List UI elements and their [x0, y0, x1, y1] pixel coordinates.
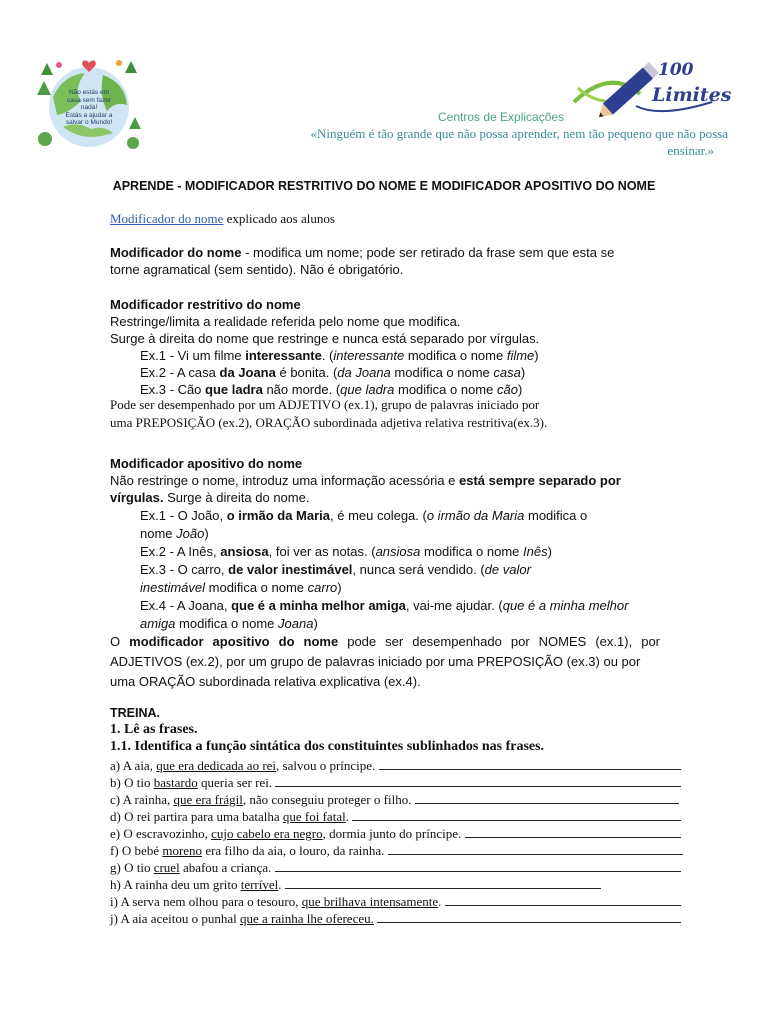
logo-text-line: Não estás em — [68, 89, 110, 96]
exercise-item — [110, 876, 690, 893]
answer-blank[interactable] — [352, 809, 681, 821]
ex-italic: o irmão da Maria — [426, 508, 525, 523]
exercise-item — [110, 910, 690, 927]
apositivo-example — [140, 597, 660, 633]
ex-text: ) — [534, 348, 539, 363]
underlined-constituent: terrível — [240, 877, 279, 892]
ex-text: ) — [517, 382, 523, 397]
question-1-1: 1.1. Identifica a função sintática dos constituintes sublinhados nas frases. — [110, 739, 545, 754]
logo-text-line: nada! — [80, 104, 98, 111]
ex-text: Ex.2 - A casa — [140, 365, 220, 380]
ex-text: . ( — [321, 348, 334, 363]
ex-italic: ansiosa — [375, 544, 421, 559]
apositivo-example — [140, 507, 660, 543]
logo-number: 100 — [658, 60, 694, 80]
logo-text-line: salvar o Mundo! — [65, 119, 113, 126]
exercise-text: h) A rainha deu um grito — [110, 877, 241, 892]
apositivo-heading: Modificador apositivo do nome — [110, 456, 303, 471]
ex-bold: o irmão da Maria — [226, 508, 331, 523]
exercise-item — [110, 842, 690, 859]
answer-blank[interactable] — [379, 758, 682, 770]
ex-text: modifica o nome — [394, 382, 497, 397]
ex-text: é bonita. ( — [275, 365, 338, 380]
exercise-text: i) A serva nem olhou para o tesouro, — [110, 894, 302, 909]
apositivo-bold: está sempre separado por — [459, 473, 621, 488]
definition-block — [110, 245, 614, 277]
definition-text: - modifica um nome; pode ser retirado da frase sem que esta se — [241, 245, 615, 260]
exercise-item — [110, 859, 690, 876]
apositivo-text-part: O — [110, 634, 130, 649]
logo-text-line: Estás a ajudar a — [65, 111, 113, 119]
restritivo-example — [140, 348, 670, 363]
exercise-text: era filho da aia, o louro, da rainha. — [202, 843, 388, 858]
ex-text: , nunca será vendido. ( — [352, 562, 485, 577]
modificador-link[interactable]: Modificador do nome — [110, 211, 224, 226]
ex-italic: João — [176, 526, 205, 541]
ex-italic: da Joana — [337, 365, 391, 380]
intro-line — [110, 211, 335, 227]
definition-text: torne agramatical (sem sentido). Não é obrigatório. — [110, 262, 404, 277]
underlined-constituent: bastardo — [153, 775, 198, 790]
ex-text: modifica o nome — [404, 348, 507, 363]
ex-bold: que é a minha melhor amiga — [231, 598, 406, 613]
exercise-item — [110, 893, 690, 910]
exercise-text: a) A aia, — [110, 758, 157, 773]
apositivo-text — [110, 633, 660, 651]
ex-text: ) — [520, 365, 526, 380]
apositivo-block — [110, 456, 660, 691]
ex-text: , é meu colega. ( — [330, 508, 427, 523]
exercise-text: abafou a criança. — [179, 860, 275, 875]
ex-text: modifica o nome — [205, 580, 308, 595]
logo-text-line: casa sem fazer — [66, 96, 112, 104]
underlined-constituent: moreno — [162, 843, 203, 858]
apositivo-text — [110, 490, 660, 505]
ex-text: Ex.1 - Vi um filme — [140, 348, 246, 363]
exercise-item — [110, 825, 690, 842]
ex-text: modifica o nome — [175, 616, 279, 631]
apositivo-text-part: Surge à direita do nome. — [163, 490, 310, 505]
restritivo-text: Surge à direita do nome que restringe e nunca está separado por vírgulas. — [110, 331, 540, 346]
ex-text: nome — [140, 526, 177, 541]
answer-blank[interactable] — [415, 792, 680, 804]
ex-text: ) — [337, 580, 342, 595]
ex-text: ) — [547, 544, 552, 559]
answer-blank[interactable] — [465, 826, 682, 838]
ex-italic: Inês — [523, 544, 548, 559]
exercise-text: queria ser rei. — [197, 775, 276, 790]
header-quote-line2: ensinar.» — [667, 143, 714, 158]
exercise-text: . — [438, 894, 445, 909]
ex-italic: que é a minha melhor — [502, 598, 629, 613]
ex-bold: da Joana — [219, 365, 276, 380]
ex-italic: carro — [307, 580, 338, 595]
apositivo-text: ADJETIVOS (ex.2), por um grupo de palavras iniciado por uma PREPOSIÇÃO (ex.3) ou por — [110, 654, 641, 669]
answer-blank[interactable] — [275, 775, 681, 787]
header-center-label: Centros de Explicações — [438, 110, 565, 124]
restritivo-example — [140, 365, 670, 380]
exercise-text: e) O escravozinho, — [110, 826, 212, 841]
ex-italic: casa — [493, 365, 521, 380]
header-quote-line1: «Ninguém é tão grande que não possa aprender, nem tão pequeno que não possa — [310, 126, 728, 141]
underlined-constituent: cujo cabelo era negro — [211, 826, 323, 841]
exercise-text: , dormia junto do príncipe. — [322, 826, 465, 841]
exercise-text: f) O bebé — [110, 843, 163, 858]
restritivo-heading: Modificador restritivo do nome — [110, 297, 301, 312]
ex-italic: interessante — [333, 348, 405, 363]
underlined-constituent: que foi fatal — [282, 809, 346, 824]
exercise-text: c) A rainha, — [110, 792, 174, 807]
exercise-item — [110, 774, 690, 791]
underlined-constituent: cruel — [153, 860, 180, 875]
ex-bold: que ladra — [205, 382, 263, 397]
answer-blank[interactable] — [285, 877, 602, 889]
pencil-logo — [570, 58, 732, 118]
exercise-text: , salvou o príncipe. — [276, 758, 379, 773]
ex-italic: cão — [496, 382, 518, 397]
exercise-text: d) O rei partira para uma batalha — [110, 809, 283, 824]
answer-blank[interactable] — [445, 894, 682, 906]
ex-italic: de valor — [484, 562, 531, 577]
question-1: 1. Lê as frases. — [110, 722, 198, 737]
apositivo-bold: modificador apositivo do nome — [129, 634, 339, 649]
apositivo-example — [140, 561, 660, 597]
ex-text: Ex.4 - A Joana, — [140, 598, 232, 613]
exercise-text: . — [345, 809, 353, 824]
ex-italic: inestimável — [140, 580, 206, 595]
underlined-constituent: que a rainha lhe ofereceu. — [239, 911, 374, 926]
ex-italic: amiga — [140, 616, 176, 631]
exercise-text: , não conseguiu proteger o filho. — [242, 792, 415, 807]
apositivo-text — [110, 473, 660, 488]
restritivo-text: Pode ser desempenhado por um ADJETIVO (ex.1), grupo de palavras iniciado por — [110, 397, 540, 412]
restritivo-example — [140, 382, 670, 397]
exercise-text: j) A aia aceitou o punhal — [110, 911, 240, 926]
ex-text: não morde. ( — [262, 382, 341, 397]
exercise-text: b) O tio — [110, 775, 154, 790]
underlined-constituent: que era frágil — [173, 792, 243, 807]
exercise-text: . — [278, 877, 285, 892]
underlined-constituent: que brilhava intensamente — [301, 894, 439, 909]
apositivo-text-part: Não restringe o nome, introduz uma informação acessória e — [110, 473, 460, 488]
ex-bold: de valor inestimável — [228, 562, 353, 577]
logo-word: Limites — [652, 84, 732, 106]
treina-heading: TREINA. — [110, 706, 160, 720]
restritivo-text: Restringe/limita a realidade referida pelo nome que modifica. — [110, 314, 461, 329]
exercise-item — [110, 791, 690, 808]
answer-blank[interactable] — [388, 843, 684, 855]
ex-text: Ex.2 - A Inês, — [140, 544, 221, 559]
page-title: APRENDE - MODIFICADOR RESTRITIVO DO NOME E MODIFICADOR APOSITIVO DO NOME — [112, 179, 656, 193]
answer-blank[interactable] — [377, 911, 681, 923]
ex-text: Ex.1 - O João, — [140, 508, 227, 523]
ex-italic: Joana — [278, 616, 314, 631]
exercise-list — [110, 757, 690, 927]
underlined-constituent: que era dedicada ao rei — [156, 758, 277, 773]
ex-text: modifica o nome — [420, 544, 523, 559]
apositivo-example — [140, 543, 660, 561]
ex-text: ) — [313, 616, 318, 631]
apositivo-bold: vírgulas. — [110, 490, 164, 505]
ex-italic: que ladra — [340, 382, 395, 397]
answer-blank[interactable] — [275, 860, 682, 872]
restritivo-block — [110, 297, 670, 431]
ex-italic: filme — [506, 348, 535, 363]
exercise-item — [110, 757, 690, 774]
restritivo-text: uma PREPOSIÇÃO (ex.2), ORAÇÃO subordinada adjetiva relativa restritiva(ex.3). — [110, 415, 548, 430]
globe-logo — [33, 55, 145, 155]
definition-term: Modificador do nome — [110, 245, 242, 260]
ex-text: modifica o nome — [390, 365, 494, 380]
exercise-item — [110, 808, 690, 825]
apositivo-text-part: pode ser desempenhado por NOMES (ex.1), por — [338, 634, 660, 649]
ex-text: modifica o — [524, 508, 588, 523]
ex-text: , vai-me ajudar. ( — [405, 598, 503, 613]
intro-rest: explicado aos alunos — [223, 211, 335, 226]
ex-text: , foi ver as notas. ( — [268, 544, 376, 559]
ex-text: Ex.3 - O carro, — [140, 562, 229, 577]
ex-bold: ansiosa — [220, 544, 269, 559]
apositivo-text: uma ORAÇÃO subordinada relativa explicativa (ex.4). — [110, 674, 421, 689]
exercise-text: g) O tio — [110, 860, 154, 875]
ex-bold: interessante — [245, 348, 322, 363]
ex-text: Ex.3 - Cão — [140, 382, 206, 397]
ex-text: ) — [204, 526, 209, 541]
